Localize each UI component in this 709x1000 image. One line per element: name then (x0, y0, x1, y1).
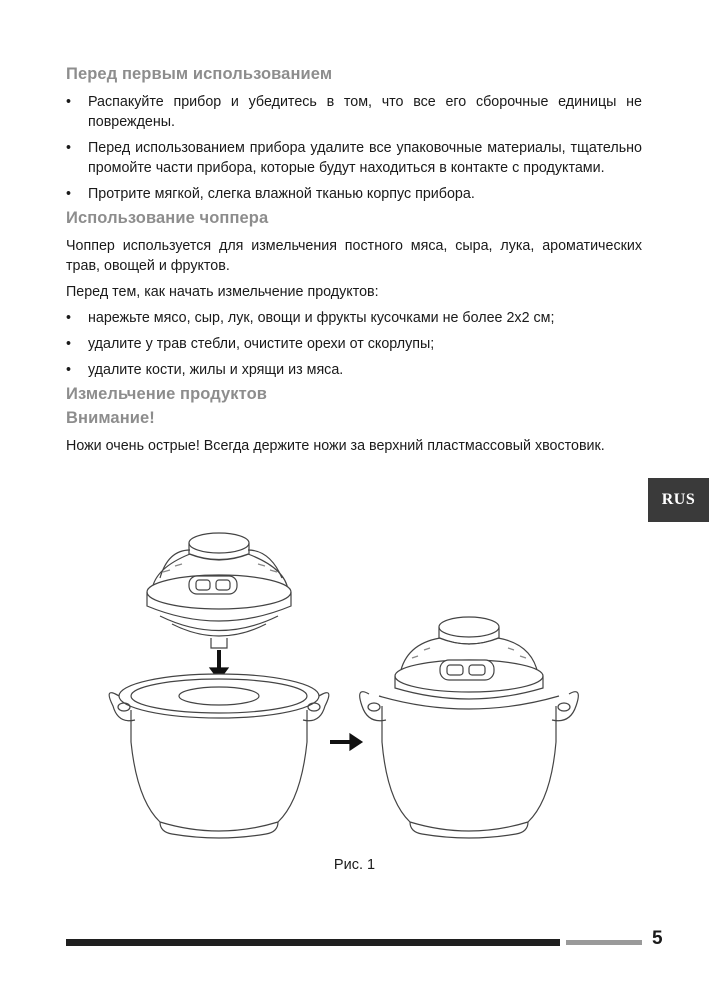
assembled-chopper-right (360, 617, 579, 838)
chopper-prep-list (66, 308, 642, 380)
first-use-list (66, 92, 642, 204)
list-item: • Протрите мягкой, слегка влажной тканью корпус прибора. (66, 184, 642, 204)
language-tab: RUS (648, 478, 709, 522)
list-item: • удалите кости, жилы и хрящи из мяса. (66, 360, 642, 380)
list-item: • удалите у трав стебли, очистите орехи от скорлупы; (66, 334, 642, 354)
figure-1 (0, 510, 709, 850)
list-item: • нарежьте мясо, сыр, лук, овощи и фрукты кусочками не более 2х2 см; (66, 308, 642, 328)
heading-chopping: Измельчение продуктов (66, 385, 268, 403)
chopper-intro: Чоппер используется для измельчения постного мяса, сыра, лука, ароматических трав, овощей и фруктов. (66, 238, 642, 274)
page-number: 5 (652, 928, 663, 949)
list-item: • Перед использованием прибора удалите все упаковочные материалы, тщательно промойте части прибора, которые будут находиться в контакте с продуктами. (66, 138, 642, 178)
page-content (66, 62, 642, 456)
warning-text: Ножи очень острые! Всегда держите ножи за верхний пластмассовый хвостовик. (66, 438, 605, 454)
heading-first-use: Перед первым использованием (66, 65, 333, 83)
footer-rule-gray (566, 940, 642, 945)
list-item: • Распакуйте прибор и убедитесь в том, что все его сборочные единицы не повреждены. (66, 92, 642, 132)
chopper-assembly-illustration (0, 510, 709, 850)
lid-assembly-left (147, 533, 291, 648)
footer-rule-dark (66, 939, 560, 946)
bowl-left (109, 674, 329, 838)
chopper-before: Перед тем, как начать измельчение продуктов: (66, 284, 379, 300)
figure-caption: Рис. 1 (333, 857, 376, 873)
heading-chopper-use: Использование чоппера (66, 209, 269, 227)
heading-warning: Внимание! (66, 409, 155, 427)
